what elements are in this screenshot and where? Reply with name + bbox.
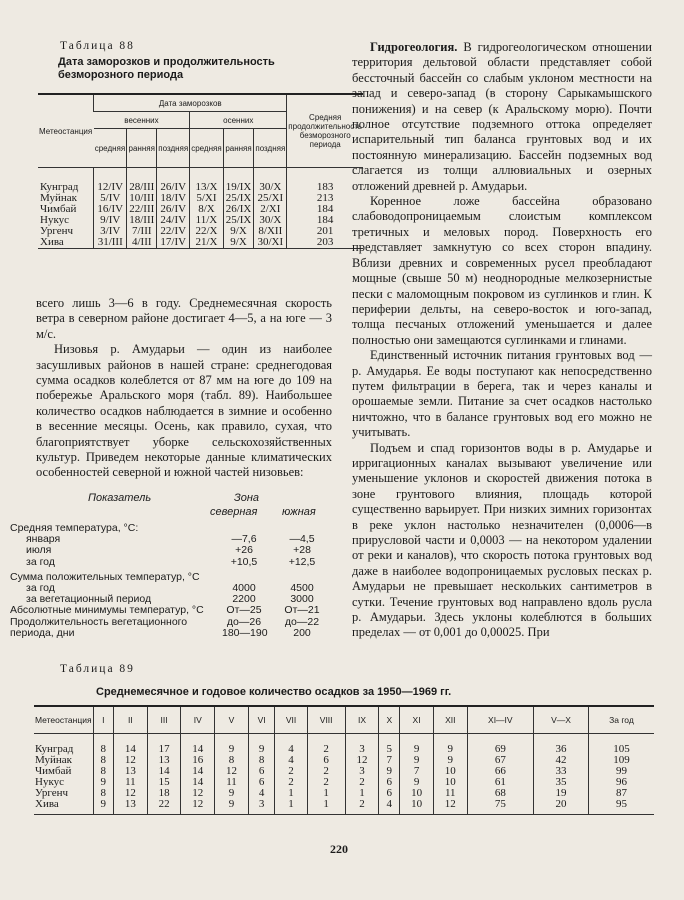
cell: 2 bbox=[275, 777, 307, 788]
cell: 10/III bbox=[127, 193, 157, 204]
climate-north-value: От—25 bbox=[226, 604, 262, 617]
climate-north-value: —7,6 bbox=[231, 533, 257, 546]
cell: 4 bbox=[379, 799, 400, 815]
column-header: XI bbox=[400, 706, 434, 734]
cell: 11 bbox=[114, 777, 148, 788]
cell: Хива bbox=[34, 799, 93, 815]
cell: 18/III bbox=[127, 215, 157, 226]
cell: 18/IV bbox=[157, 193, 190, 204]
cell: 36 bbox=[534, 734, 589, 756]
cell: 9 bbox=[215, 734, 249, 756]
paragraph-text: В гидрогеологическом отношении территория дельтовой области представляет собой бессточный бассейн со слабым уклоном местности на запад и северо-запад (в сторону Сарыкамышского понижения) и на север (к Аральскому морю). Почти полное отсутствие подземного оттока определяет испарительный тип баланса грунтовых вод и их постоянную минерализацию. Бассейн подземных вод слагается из толщи аллювиальных и озерных отложений древней р. Амударьи. bbox=[352, 40, 652, 193]
cell: 22/X bbox=[190, 226, 223, 237]
cell: 9/IV bbox=[94, 215, 127, 226]
table-row bbox=[34, 799, 654, 815]
cell: 12 bbox=[114, 755, 148, 766]
climate-south-value: От—21 bbox=[284, 604, 320, 617]
cell: 2 bbox=[345, 799, 379, 815]
climate-label: января bbox=[26, 533, 61, 546]
cell: 95 bbox=[589, 799, 655, 815]
cell: 69 bbox=[467, 734, 533, 756]
cell: 1 bbox=[307, 788, 345, 799]
cell: 9 bbox=[93, 777, 113, 788]
climate-label: за год bbox=[26, 581, 55, 594]
cell: 8/XII bbox=[254, 226, 287, 237]
t88-head-spring: весенних bbox=[94, 112, 190, 129]
cell: 5/IV bbox=[94, 193, 127, 204]
cell: 7/III bbox=[127, 226, 157, 237]
cell: 35 bbox=[534, 777, 589, 788]
t88-head-avg: средняя bbox=[94, 129, 127, 168]
cell: 26/IV bbox=[157, 168, 190, 194]
cell: 12 bbox=[433, 799, 467, 815]
cell: 9 bbox=[400, 755, 434, 766]
cell: 5 bbox=[379, 734, 400, 756]
cell: 22/III bbox=[127, 204, 157, 215]
cell: 184 bbox=[287, 215, 363, 226]
cell: 1 bbox=[275, 788, 307, 799]
cell: 11/X bbox=[190, 215, 223, 226]
cell: 25/IX bbox=[223, 215, 254, 226]
cell: 1 bbox=[307, 799, 345, 815]
cell: 16 bbox=[181, 755, 215, 766]
climate-comparison bbox=[10, 493, 340, 639]
climate-header bbox=[10, 493, 340, 521]
cell: 3 bbox=[248, 799, 275, 815]
column-header: IV bbox=[181, 706, 215, 734]
column-header: XI—IV bbox=[467, 706, 533, 734]
cell: 8/X bbox=[190, 204, 223, 215]
cell: 18 bbox=[147, 788, 181, 799]
t88-head-avg: средняя bbox=[190, 129, 223, 168]
cell: 8 bbox=[93, 766, 113, 777]
t88-head-late: поздняя bbox=[157, 129, 190, 168]
t88-head-early: ранняя bbox=[223, 129, 254, 168]
cell: 203 bbox=[287, 237, 363, 249]
cell: 12 bbox=[345, 755, 379, 766]
cell: 26/IV bbox=[157, 204, 190, 215]
cell: 2 bbox=[307, 766, 345, 777]
climate-row bbox=[10, 617, 340, 628]
cell: 6 bbox=[248, 766, 275, 777]
cell: 21/X bbox=[190, 237, 223, 249]
column-header: III bbox=[147, 706, 181, 734]
column-header: VIII bbox=[307, 706, 345, 734]
cell: 5/XI bbox=[190, 193, 223, 204]
climate-north-value: до—26 bbox=[226, 615, 262, 628]
climate-south-value: 3000 bbox=[290, 593, 314, 606]
cell: Кунград bbox=[35, 743, 74, 755]
t88-head-early: ранняя bbox=[127, 129, 157, 168]
climate-north-value: +10,5 bbox=[230, 555, 258, 568]
cell: 9 bbox=[400, 734, 434, 756]
cell: 19 bbox=[534, 788, 589, 799]
cell: 10 bbox=[400, 788, 434, 799]
cell: 11 bbox=[433, 788, 467, 799]
cell: Кунград bbox=[40, 181, 79, 193]
column-header: V bbox=[215, 706, 249, 734]
cell: 6 bbox=[248, 777, 275, 788]
cell: 4 bbox=[248, 788, 275, 799]
column-header: Метеостанция bbox=[34, 706, 93, 734]
cell: 2 bbox=[307, 777, 345, 788]
cell: 12 bbox=[181, 788, 215, 799]
table89-title: Среднемесячное и годовое количество осадков за 1950—1969 гг. bbox=[96, 686, 452, 698]
cell: 9 bbox=[433, 755, 467, 766]
cell: 9 bbox=[400, 777, 434, 788]
cell: 9 bbox=[215, 788, 249, 799]
t88-head-duration: Средняя продолжительность безморозного периода bbox=[287, 94, 363, 168]
cell: 9 bbox=[433, 734, 467, 756]
t88-head-late: поздняя bbox=[254, 129, 287, 168]
cell: 33 bbox=[534, 766, 589, 777]
climate-label: за вегетационный период bbox=[26, 593, 152, 606]
cell: 42 bbox=[534, 755, 589, 766]
cell: Муйнак bbox=[35, 754, 73, 766]
cell: Нукус bbox=[35, 776, 65, 788]
column-header: За год bbox=[589, 706, 655, 734]
cell: 22/IV bbox=[157, 226, 190, 237]
climate-label: Сумма положительных температур, °С bbox=[10, 570, 200, 583]
table88-caption: Таблица 88 bbox=[60, 40, 135, 52]
cell: 4 bbox=[275, 734, 307, 756]
climate-north-value: 180—190 bbox=[222, 626, 268, 639]
climate-south-value: —4,5 bbox=[289, 533, 315, 546]
table88-title: Дата заморозков и продолжительность безморозного периода bbox=[58, 56, 275, 81]
cell: 30/X bbox=[254, 168, 287, 194]
cell: 20 bbox=[534, 799, 589, 815]
cell: 8 bbox=[93, 788, 113, 799]
cell: 12 bbox=[114, 788, 148, 799]
cell: 14 bbox=[181, 777, 215, 788]
column-header: II bbox=[114, 706, 148, 734]
cell: 109 bbox=[589, 755, 655, 766]
cell: Нукус bbox=[40, 214, 70, 226]
cell: 7 bbox=[379, 755, 400, 766]
cell: 12/IV bbox=[94, 168, 127, 194]
cell: 12 bbox=[181, 799, 215, 815]
climate-north-value: 4000 bbox=[232, 581, 256, 594]
climate-header-north: северная bbox=[210, 506, 258, 518]
cell: 11 bbox=[215, 777, 249, 788]
table89 bbox=[34, 705, 654, 815]
cell: 3/IV bbox=[94, 226, 127, 237]
climate-south-value: +28 bbox=[293, 544, 311, 557]
cell: 99 bbox=[589, 766, 655, 777]
cell: 67 bbox=[467, 755, 533, 766]
climate-row bbox=[10, 628, 340, 639]
cell: 201 bbox=[287, 226, 363, 237]
cell: 9 bbox=[215, 799, 249, 815]
cell: 184 bbox=[287, 204, 363, 215]
table-row bbox=[38, 237, 363, 249]
cell: 13 bbox=[147, 755, 181, 766]
cell: Чимбай bbox=[40, 203, 77, 215]
cell: 3 bbox=[345, 734, 379, 756]
paragraph: Низовья р. Амударьи — один из наиболее засушливых районов в нашей стране: среднегодовая сумма осадков колеблется от 87 мм на юге до 109 на побережье Аральского моря (табл. 89). Наибольшее количество осадков наблюдается в зимние и особенно в весенние месяцы. Осень, как правило, сухая, что благоприятствует уборке сельскохозяйственных культур. Приведем некоторые данные климатических особенностей северной и южной частей низовьев: bbox=[36, 342, 332, 480]
cell: 15 bbox=[147, 777, 181, 788]
cell: 6 bbox=[379, 777, 400, 788]
table89-caption: Таблица 89 bbox=[60, 663, 135, 675]
cell: 7 bbox=[400, 766, 434, 777]
t88-head-frost: Дата заморозков bbox=[94, 94, 287, 112]
cell: 6 bbox=[307, 755, 345, 766]
table-row bbox=[38, 168, 363, 194]
cell: 1 bbox=[275, 799, 307, 815]
t88-head-station: Метеостанция bbox=[38, 94, 94, 168]
cell: 9 bbox=[248, 734, 275, 756]
cell: 61 bbox=[467, 777, 533, 788]
cell: Ургенч bbox=[40, 225, 73, 237]
cell: 8 bbox=[93, 755, 113, 766]
cell: 6 bbox=[379, 788, 400, 799]
column-header: X bbox=[379, 706, 400, 734]
cell: 13/X bbox=[190, 168, 223, 194]
cell: 25/XI bbox=[254, 193, 287, 204]
climate-row bbox=[10, 534, 340, 545]
climate-label: Абсолютные минимумы температур, °С bbox=[10, 604, 204, 617]
cell: 12 bbox=[215, 766, 249, 777]
paragraph: Коренное ложе бассейна образовано слабоводопроницаемым слоистым комплексом третичных и меловых пород. Поверхность его представляет замкнутую со всех сторон впадину. Вблизи древних и современных русел преобладают мощные (свыше 50 м) неоднородные мелкозернистые пески с маломощным покровом из суглинков и глин. К периферии дельты, на северо-восток и юго-запад, толща песчаных отложений уменьшается и далее полностью они замещаются суглинками и глинами. bbox=[352, 194, 652, 347]
climate-north-value: 2200 bbox=[232, 593, 256, 606]
cell: 9/X bbox=[223, 226, 254, 237]
cell: 17/IV bbox=[157, 237, 190, 249]
cell: 4/III bbox=[127, 237, 157, 249]
climate-label: Средняя температура, °С: bbox=[10, 522, 139, 534]
cell: 13 bbox=[114, 799, 148, 815]
cell: 13 bbox=[114, 766, 148, 777]
cell: 75 bbox=[467, 799, 533, 815]
cell: 30/XI bbox=[254, 237, 287, 249]
cell: 22 bbox=[147, 799, 181, 815]
cell: 1 bbox=[345, 788, 379, 799]
climate-label: периода, дни bbox=[10, 626, 75, 639]
table-row bbox=[34, 734, 654, 756]
column-header: IX bbox=[345, 706, 379, 734]
climate-row bbox=[10, 605, 340, 616]
paragraph: всего лишь 3—6 в году. Среднемесячная скорость ветра в северном районе достигает 4—5, а на юге — 3 м/с. bbox=[36, 296, 332, 341]
climate-south-value: 4500 bbox=[290, 581, 314, 594]
cell: Муйнак bbox=[40, 192, 78, 204]
climate-header-south: южная bbox=[282, 506, 316, 518]
cell: 9/X bbox=[223, 237, 254, 249]
section-heading: Гидрогеология. bbox=[370, 40, 458, 54]
cell: Хива bbox=[38, 237, 94, 249]
page-number: 220 bbox=[330, 842, 348, 856]
cell: 3 bbox=[345, 766, 379, 777]
table89-header-row bbox=[34, 706, 654, 734]
cell: 10 bbox=[400, 799, 434, 815]
climate-south-value: 200 bbox=[293, 626, 311, 639]
cell: 14 bbox=[181, 734, 215, 756]
cell: Ургенч bbox=[35, 787, 68, 799]
cell: 4 bbox=[275, 755, 307, 766]
paragraph bbox=[352, 40, 652, 194]
table88 bbox=[38, 93, 363, 249]
climate-label: июля bbox=[26, 544, 52, 557]
cell: 8 bbox=[215, 755, 249, 766]
cell: 183 bbox=[287, 168, 363, 194]
cell: 10 bbox=[433, 777, 467, 788]
left-column-text bbox=[36, 296, 332, 481]
right-column-text bbox=[352, 40, 652, 641]
cell: Чимбай bbox=[35, 765, 72, 777]
climate-header-zone: Зона bbox=[234, 492, 260, 504]
cell: 105 bbox=[589, 734, 655, 756]
paragraph: Единственный источник питания грунтовых вод — р. Амударья. Ее воды поступают как непосредственно путем фильтрации в берега, так и через каналы и орошаемые земли. Питание за счет осадков настолько ничтожно, что в балансе грунтовых вод его можно не учитывать. bbox=[352, 348, 652, 440]
cell: 30/X bbox=[254, 215, 287, 226]
cell: 87 bbox=[589, 788, 655, 799]
paragraph: Подъем и спад горизонтов воды в р. Амударье и ирригационных каналах вызывают увеличение или уменьшение уклонов и скоростей движения потока в зоне грунтового влияния, площадь которой существенно варьирует. При низких зимних горизонтах в реке уклон настолько незначителен (0,0006—в прирусловой части и 0,0003 — на некотором удалении от реки и каналов), что скорость потока грунтовых вод даже в наиболее водопроницаемых русловых песках р. Амударьи не превышает нескольких сантиметров в сутки. Течение грунтовых вод направлено вдоль русла р. Амударьи. Здесь уклоны колеблются в больших пределах — от 0,001 до 0,00025. При bbox=[352, 440, 652, 640]
cell: 8 bbox=[248, 755, 275, 766]
climate-label: Продолжительность вегетационного bbox=[10, 615, 188, 628]
cell: 26/IX bbox=[223, 204, 254, 215]
climate-south-value: до—22 bbox=[284, 615, 320, 628]
column-header: VII bbox=[275, 706, 307, 734]
cell: 2 bbox=[275, 766, 307, 777]
t88-head-autumn: осенних bbox=[190, 112, 287, 129]
cell: 2 bbox=[345, 777, 379, 788]
climate-south-value: +12,5 bbox=[288, 555, 316, 568]
climate-row bbox=[10, 545, 340, 556]
cell: 213 bbox=[287, 193, 363, 204]
cell: 8 bbox=[93, 734, 113, 756]
column-header: XII bbox=[433, 706, 467, 734]
cell: 14 bbox=[147, 766, 181, 777]
cell: 9 bbox=[379, 766, 400, 777]
cell: 24/IV bbox=[157, 215, 190, 226]
climate-label: за год bbox=[26, 555, 55, 568]
cell: 68 bbox=[467, 788, 533, 799]
cell: 10 bbox=[433, 766, 467, 777]
cell: 2 bbox=[307, 734, 345, 756]
cell: 2/XI bbox=[254, 204, 287, 215]
climate-north-value: +26 bbox=[235, 544, 253, 557]
cell: 16/IV bbox=[94, 204, 127, 215]
cell: 19/IX bbox=[223, 168, 254, 194]
cell: 96 bbox=[589, 777, 655, 788]
cell: 14 bbox=[114, 734, 148, 756]
cell: 31/III bbox=[94, 237, 127, 249]
column-header: I bbox=[93, 706, 113, 734]
column-header: VI bbox=[248, 706, 275, 734]
cell: 66 bbox=[467, 766, 533, 777]
climate-row bbox=[10, 557, 340, 568]
cell: 9 bbox=[93, 799, 113, 815]
cell: 14 bbox=[181, 766, 215, 777]
cell: 25/IX bbox=[223, 193, 254, 204]
climate-header-indicator: Показатель bbox=[88, 492, 152, 504]
cell: 17 bbox=[147, 734, 181, 756]
column-header: V—X bbox=[534, 706, 589, 734]
cell: 28/III bbox=[127, 168, 157, 194]
